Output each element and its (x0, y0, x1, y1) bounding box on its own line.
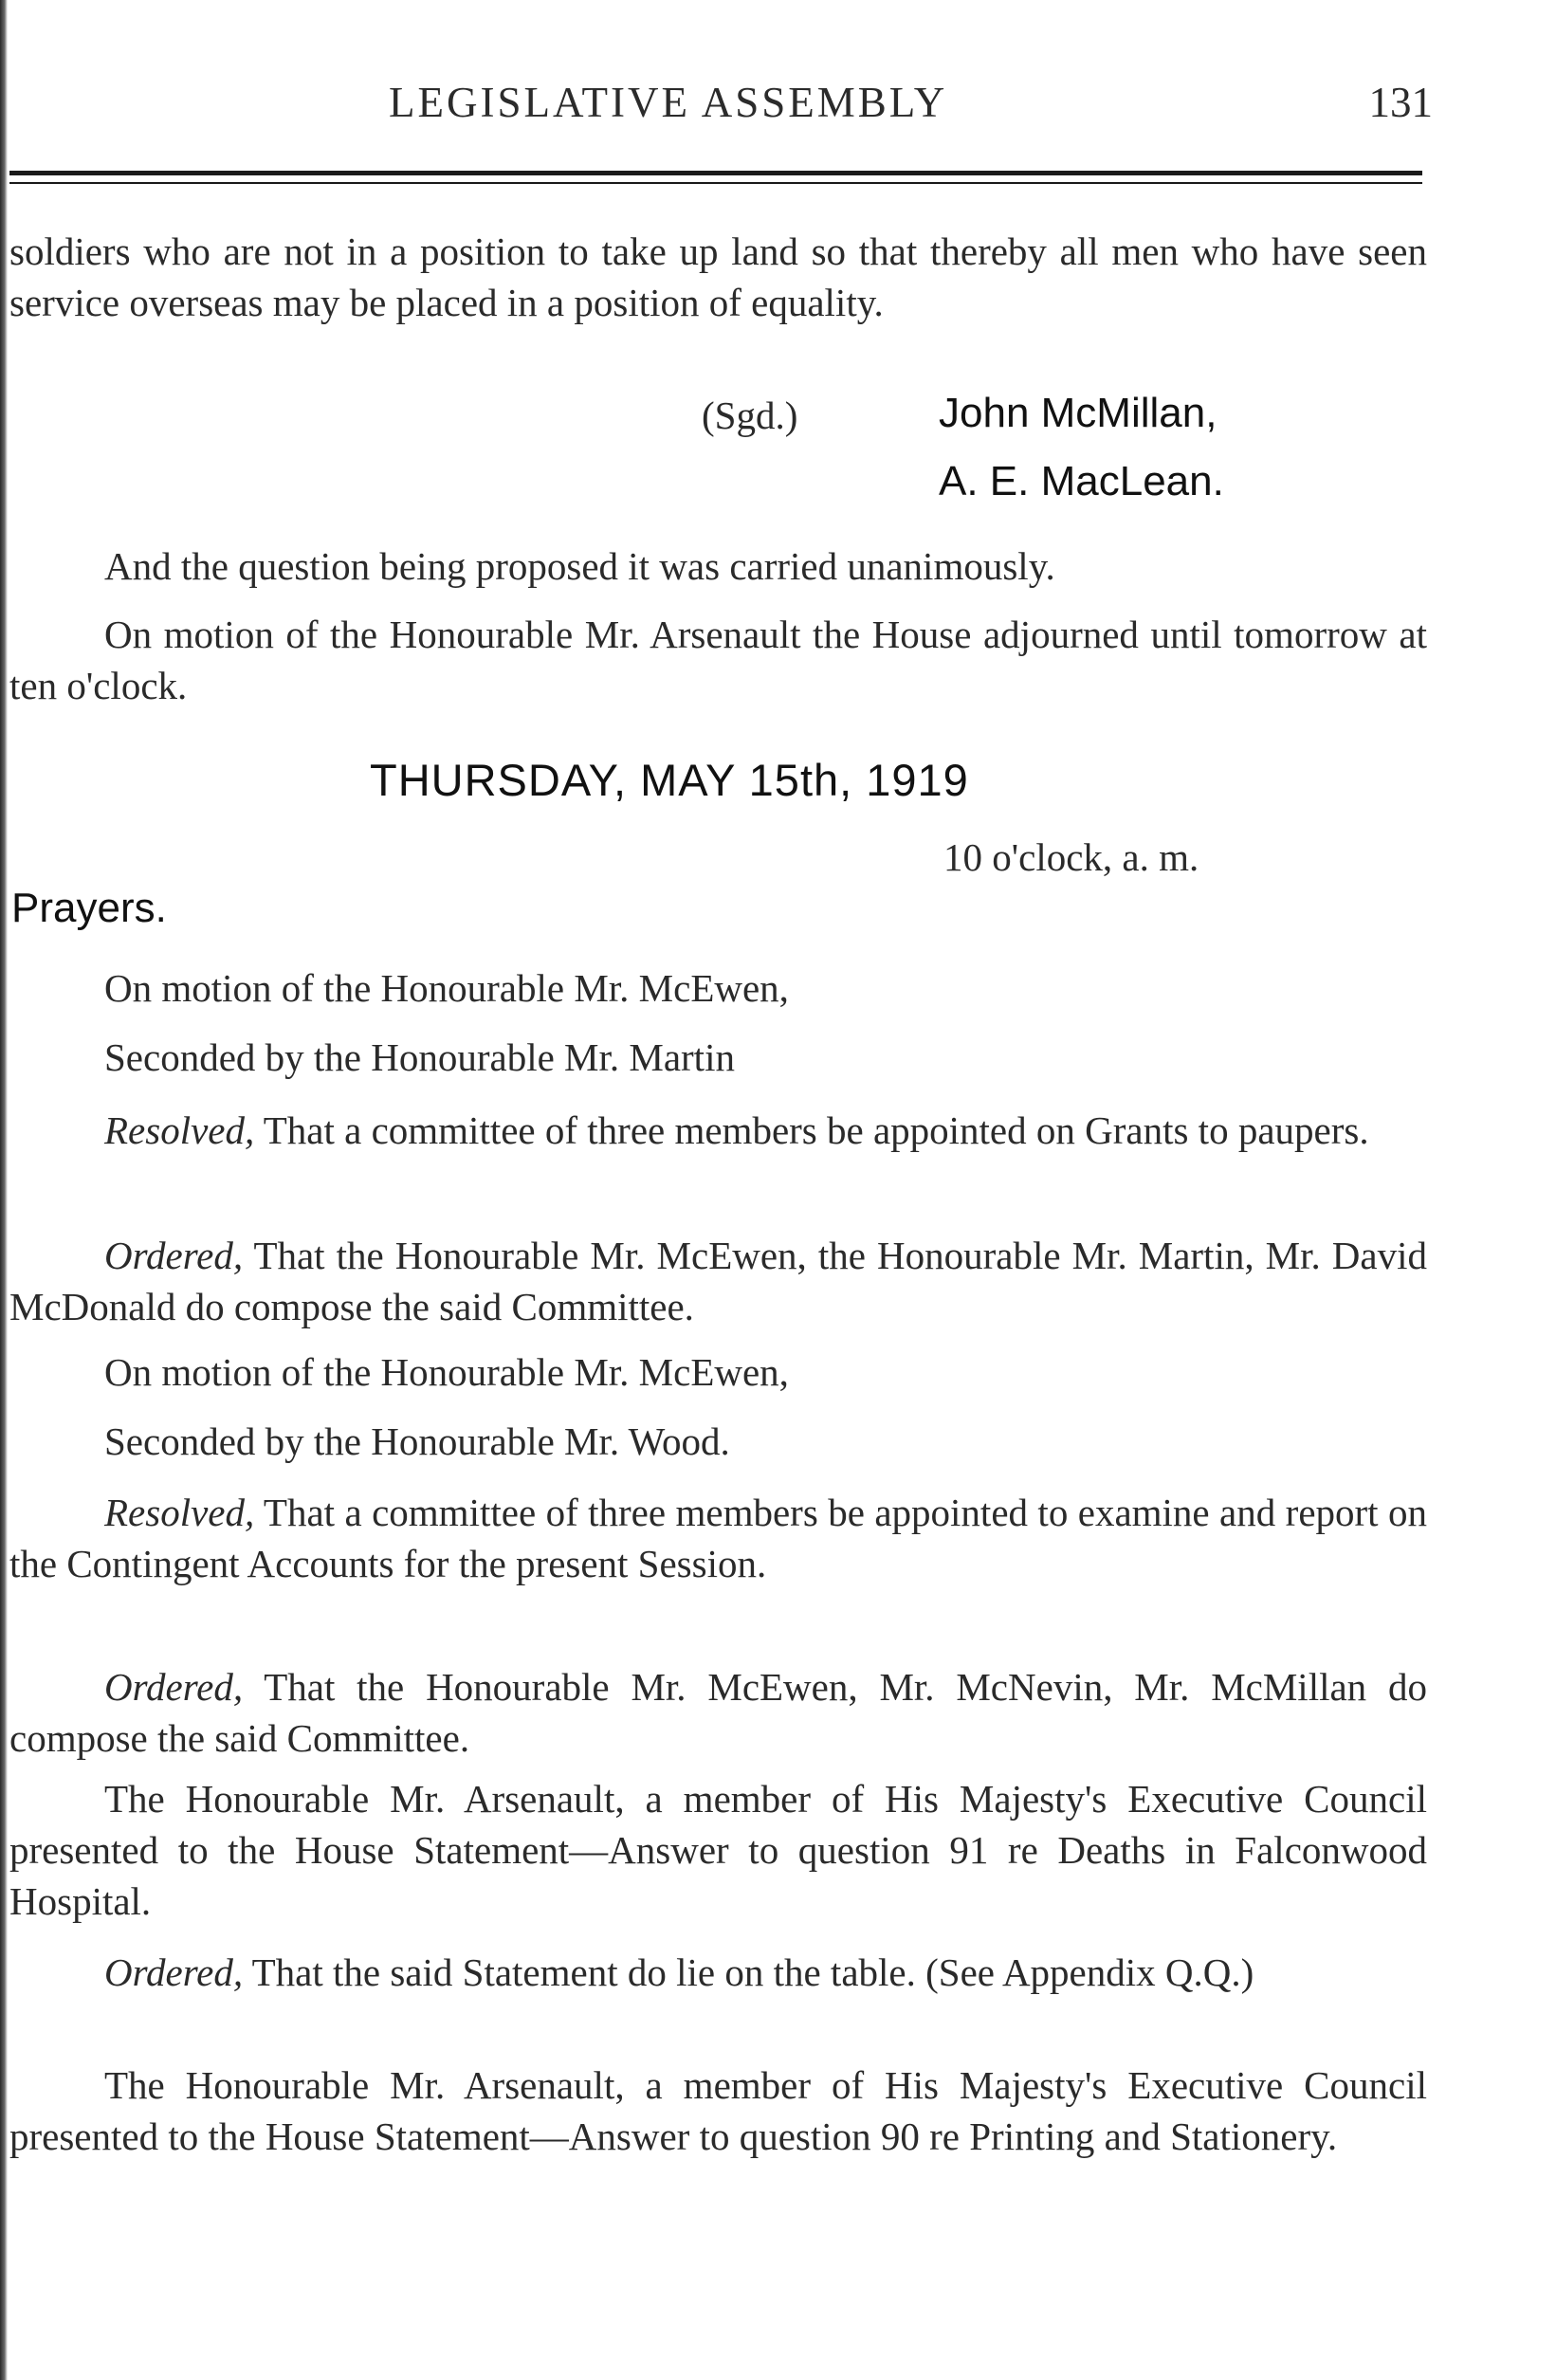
resolved-text: That a committee of three members be appointed on Grants to paupers. (254, 1108, 1369, 1152)
ordered-label: Ordered, (104, 1234, 244, 1277)
question-paragraph: And the question being proposed it was carried unanimously. (104, 544, 1055, 588)
running-head (0, 78, 1556, 135)
header-rule-thin (9, 182, 1422, 184)
running-title: LEGISLATIVE ASSEMBLY (389, 79, 948, 126)
ordered-paragraph (9, 1947, 1427, 1998)
scan-binding-edge (0, 0, 8, 2380)
statement-paragraph: The Honourable Mr. Arsenault, a member of His Majesty's Executive Council presented to the House Statement—Answer to question 91 re Deaths in Falconwood Hospital. (9, 1777, 1427, 1923)
statement-paragraph: The Honourable Mr. Arsenault, a member of His Majesty's Executive Council presented to the House Statement—Answer to question 90 re Printing and Stationery. (9, 2063, 1427, 2158)
resolved-label: Resolved, (104, 1108, 255, 1152)
adjournment-paragraph: On motion of the Honourable Mr. Arsenault the House adjourned until tomorrow at ten o'clock. (9, 613, 1427, 707)
resolved-paragraph (9, 1105, 1427, 1156)
motion-line: On motion of the Honourable Mr. McEwen, (104, 966, 789, 1010)
ordered-paragraph (9, 1661, 1427, 1764)
seconded-line: Seconded by the Honourable Mr. Martin (104, 1035, 735, 1079)
ordered-text: That the Honourable Mr. McEwen, Mr. McNevin, Mr. McMillan do compose the said Committee. (9, 1665, 1427, 1760)
signature-label: (Sgd.) (702, 394, 798, 437)
ordered-paragraph (9, 1230, 1427, 1332)
signatory-name: A. E. MacLean. (939, 458, 1224, 504)
header-rule-thick (9, 171, 1422, 175)
resolved-text: That a committee of three members be appointed to examine and report on the Contingent Accounts for the present Session. (9, 1491, 1427, 1585)
resolved-label: Resolved, (104, 1491, 255, 1534)
ordered-label: Ordered, (104, 1665, 244, 1709)
motion-line: On motion of the Honourable Mr. McEwen, (104, 1350, 789, 1394)
signatory-name: John McMillan, (939, 390, 1217, 436)
ordered-text: That the said Statement do lie on the table. (See Appendix Q.Q.) (243, 1950, 1254, 1994)
continuation-paragraph: soldiers who are not in a position to take up land so that thereby all men who have seen service overseas may be placed in a position of equality. (9, 229, 1427, 324)
page-number: 131 (1368, 79, 1433, 126)
sitting-date-heading: THURSDAY, MAY 15th, 1919 (370, 755, 969, 805)
seconded-line: Seconded by the Honourable Mr. Wood. (104, 1419, 730, 1463)
ordered-label: Ordered, (104, 1950, 244, 1994)
prayers-heading: Prayers. (11, 885, 167, 931)
ordered-text: That the Honourable Mr. McEwen, the Honourable Mr. Martin, Mr. David McDonald do compose the said Committee. (9, 1234, 1427, 1328)
sitting-time: 10 o'clock, a. m. (943, 835, 1199, 879)
resolved-paragraph (9, 1487, 1427, 1589)
signature-names (939, 379, 1224, 516)
